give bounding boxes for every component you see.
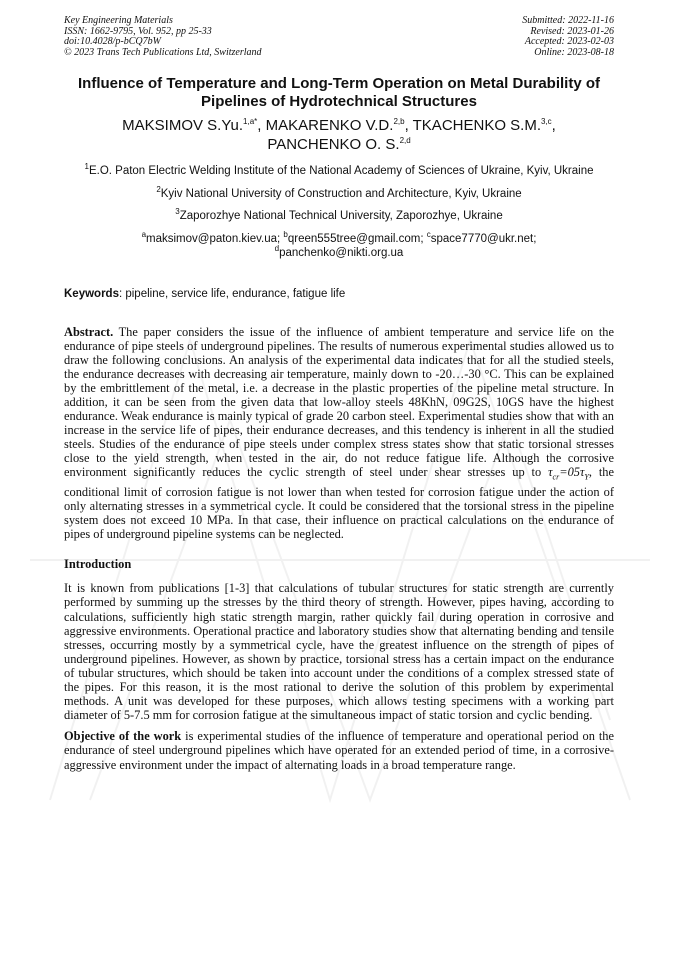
abstract: Abstract. The paper considers the issue of the influence of ambient temperature and service life on the endurance of pipe steels of underground pipelines. The results of numerous experimental studies allowed us to draw the following conclusions. An analysis of the experimental data indicates that for all the studied steels, the endurance decreases with decreasing air temperature, mainly down to -20…-30 °C. This can be explained by the embrittlement of the metal, i.e. a decrease in the plastic properties of the pipeline metal structure. In addition, it can be seen from the given data that low-alloy steels 48KhN, 09G2S, 10GS have the highest endurance. Weak endurance is mainly typical of grade 20 carbon steel. Experimental studies show that with an increase in the service life of pipes, their endurance decreases, and this tendency is inherent in all the studied steels. Studies of the endurance of pipe steels under complex stress states show that static torsional stresses close to the yield strength, when tested in the air, do not reduce fatigue life. Although the corrosive environment significantly reduces the cyclic strength of steel under shear stresses up to $\tau_{cr}=05\tau_Y$, the conditional limit of corrosion fatigue is not lower than when tested for corrosion fatigue under the action of only alternating stresses in a symmetrical cycle. It could be considered that the torsional stress in the pipeline system does not exceed 10 MPa. In that case, their influence on practical calculations on the endurance of pipes of underground pipeline systems can be neglected.: [64, 324, 614, 542]
keywords: [64, 287, 614, 301]
abstract-label: Abstract.: [64, 324, 114, 339]
author-affiliation-mark: 2,d: [399, 136, 411, 145]
author-name: PANCHENKO O. S.: [267, 136, 400, 153]
journal-doi: doi:10.4028/p-bCQ7bW: [64, 36, 161, 47]
paper-title: Influence of Temperature and Long-Term Operation on Metal Durability of Pipelines of Hydrotechnical Structures: [78, 75, 600, 110]
journal-copyright: © 2023 Trans Tech Publications Ltd, Switzerland: [64, 46, 262, 58]
publication-dates: [522, 16, 614, 58]
section-heading-introduction: Introduction: [64, 557, 132, 572]
journal-name: Key Engineering Materials: [64, 15, 173, 26]
date-accepted: Accepted: 2023-02-03: [524, 36, 614, 47]
email-link[interactable]: panchenko@nikti.org.ua: [279, 247, 404, 259]
date-submitted: Submitted: 2022-11-16: [522, 15, 614, 26]
affiliation: $^2$Kyiv National University of Construction and Architecture, Kyiv, Ukraine: [156, 184, 522, 200]
author-emails: $^a$maksimov@paton.kiev.ua; $^b$qreen555tree@gmail.com; $^c$space7770@ukr.net; $^d$panchenko@nikti.org.ua: [141, 229, 537, 259]
author-affiliation-mark: 3,c: [541, 117, 552, 126]
author-name: MAKSIMOV S.Yu.: [122, 117, 244, 134]
author-affiliation-mark: 1,a*: [243, 117, 258, 126]
author-list: MAKSIMOV S.Yu.$^{1,a*}$, MAKARENKO V.D.$^{2,b}$, TKACHENKO S.M.$^{3,c}$, PANCHENKO O. S.$^{2,d}$: [122, 117, 556, 153]
objective-paragraph: Objective of the work is experimental studies of the influence of temperature and operational period on the endurance of steel underground pipelines which have operated for an extended period of time, in a corrosive-aggressive environment under the impact of alternating loads in a broad temperature range.: [64, 729, 614, 772]
date-online: Online: 2023-08-18: [534, 46, 614, 58]
journal-issn: ISSN: 1662-9795, Vol. 952, pp 25-33: [64, 25, 212, 37]
author-name: TKACHENKO S.M.: [412, 117, 541, 134]
email-link[interactable]: maksimov@paton.kiev.ua;: [146, 232, 284, 245]
affiliation: $^1$E.O. Paton Electric Welding Institute of the National Academy of Sciences of Ukraine, Kyiv, Ukraine: [84, 162, 594, 177]
author-name: MAKARENKO V.D.: [265, 117, 394, 134]
keywords-text: : pipeline, service life, endurance, fatigue life: [118, 287, 346, 300]
introduction-paragraph: It is known from publications [1-3] that calculations of tubular structures for static strength are currently performed by summing up the stresses by the third theory of strength. However, pipes having, according to calculations, sufficiently high static strength margin, rather quickly fail during operation in corrosive and aggressive environments. Operational practice and laboratory studies show that alternating bending and tensile stresses, occurring mostly by a symmetrical cycle, have the greatest influence on the strength of pipes of underground pipelines. However, as shown by practice, torsional stress has a certain impact on the endurance of tubular structures, which should be taken into account under the conditions of a complex stressed state of the pipes. For this reason, it is the most rational to derive the solution of this problem by experimental methods. A unit was developed for these purposes, which allows testing specimens with a working part diameter of 5-7.5 mm for corrosion fatigue at the simultaneous impact of static torsion and cyclic bending.: [64, 581, 614, 723]
affiliation: $^3$Zaporozhye National Technical University, Zaporozhye, Ukraine: [175, 207, 503, 222]
journal-info: [64, 16, 262, 58]
shear-stress-formula: $\tau_{cr}=05\tau_Y$: [548, 465, 589, 482]
objective-label: Objective of the work: [64, 729, 182, 744]
email-link[interactable]: space7770@ukr.net;: [430, 232, 537, 245]
email-link[interactable]: qreen555tree@gmail.com;: [287, 232, 427, 245]
date-revised: Revised: 2023-01-26: [530, 25, 614, 37]
journal-header: [64, 16, 614, 58]
author-affiliation-mark: 2,b: [393, 117, 405, 126]
keywords-label: Keywords: [64, 287, 119, 300]
